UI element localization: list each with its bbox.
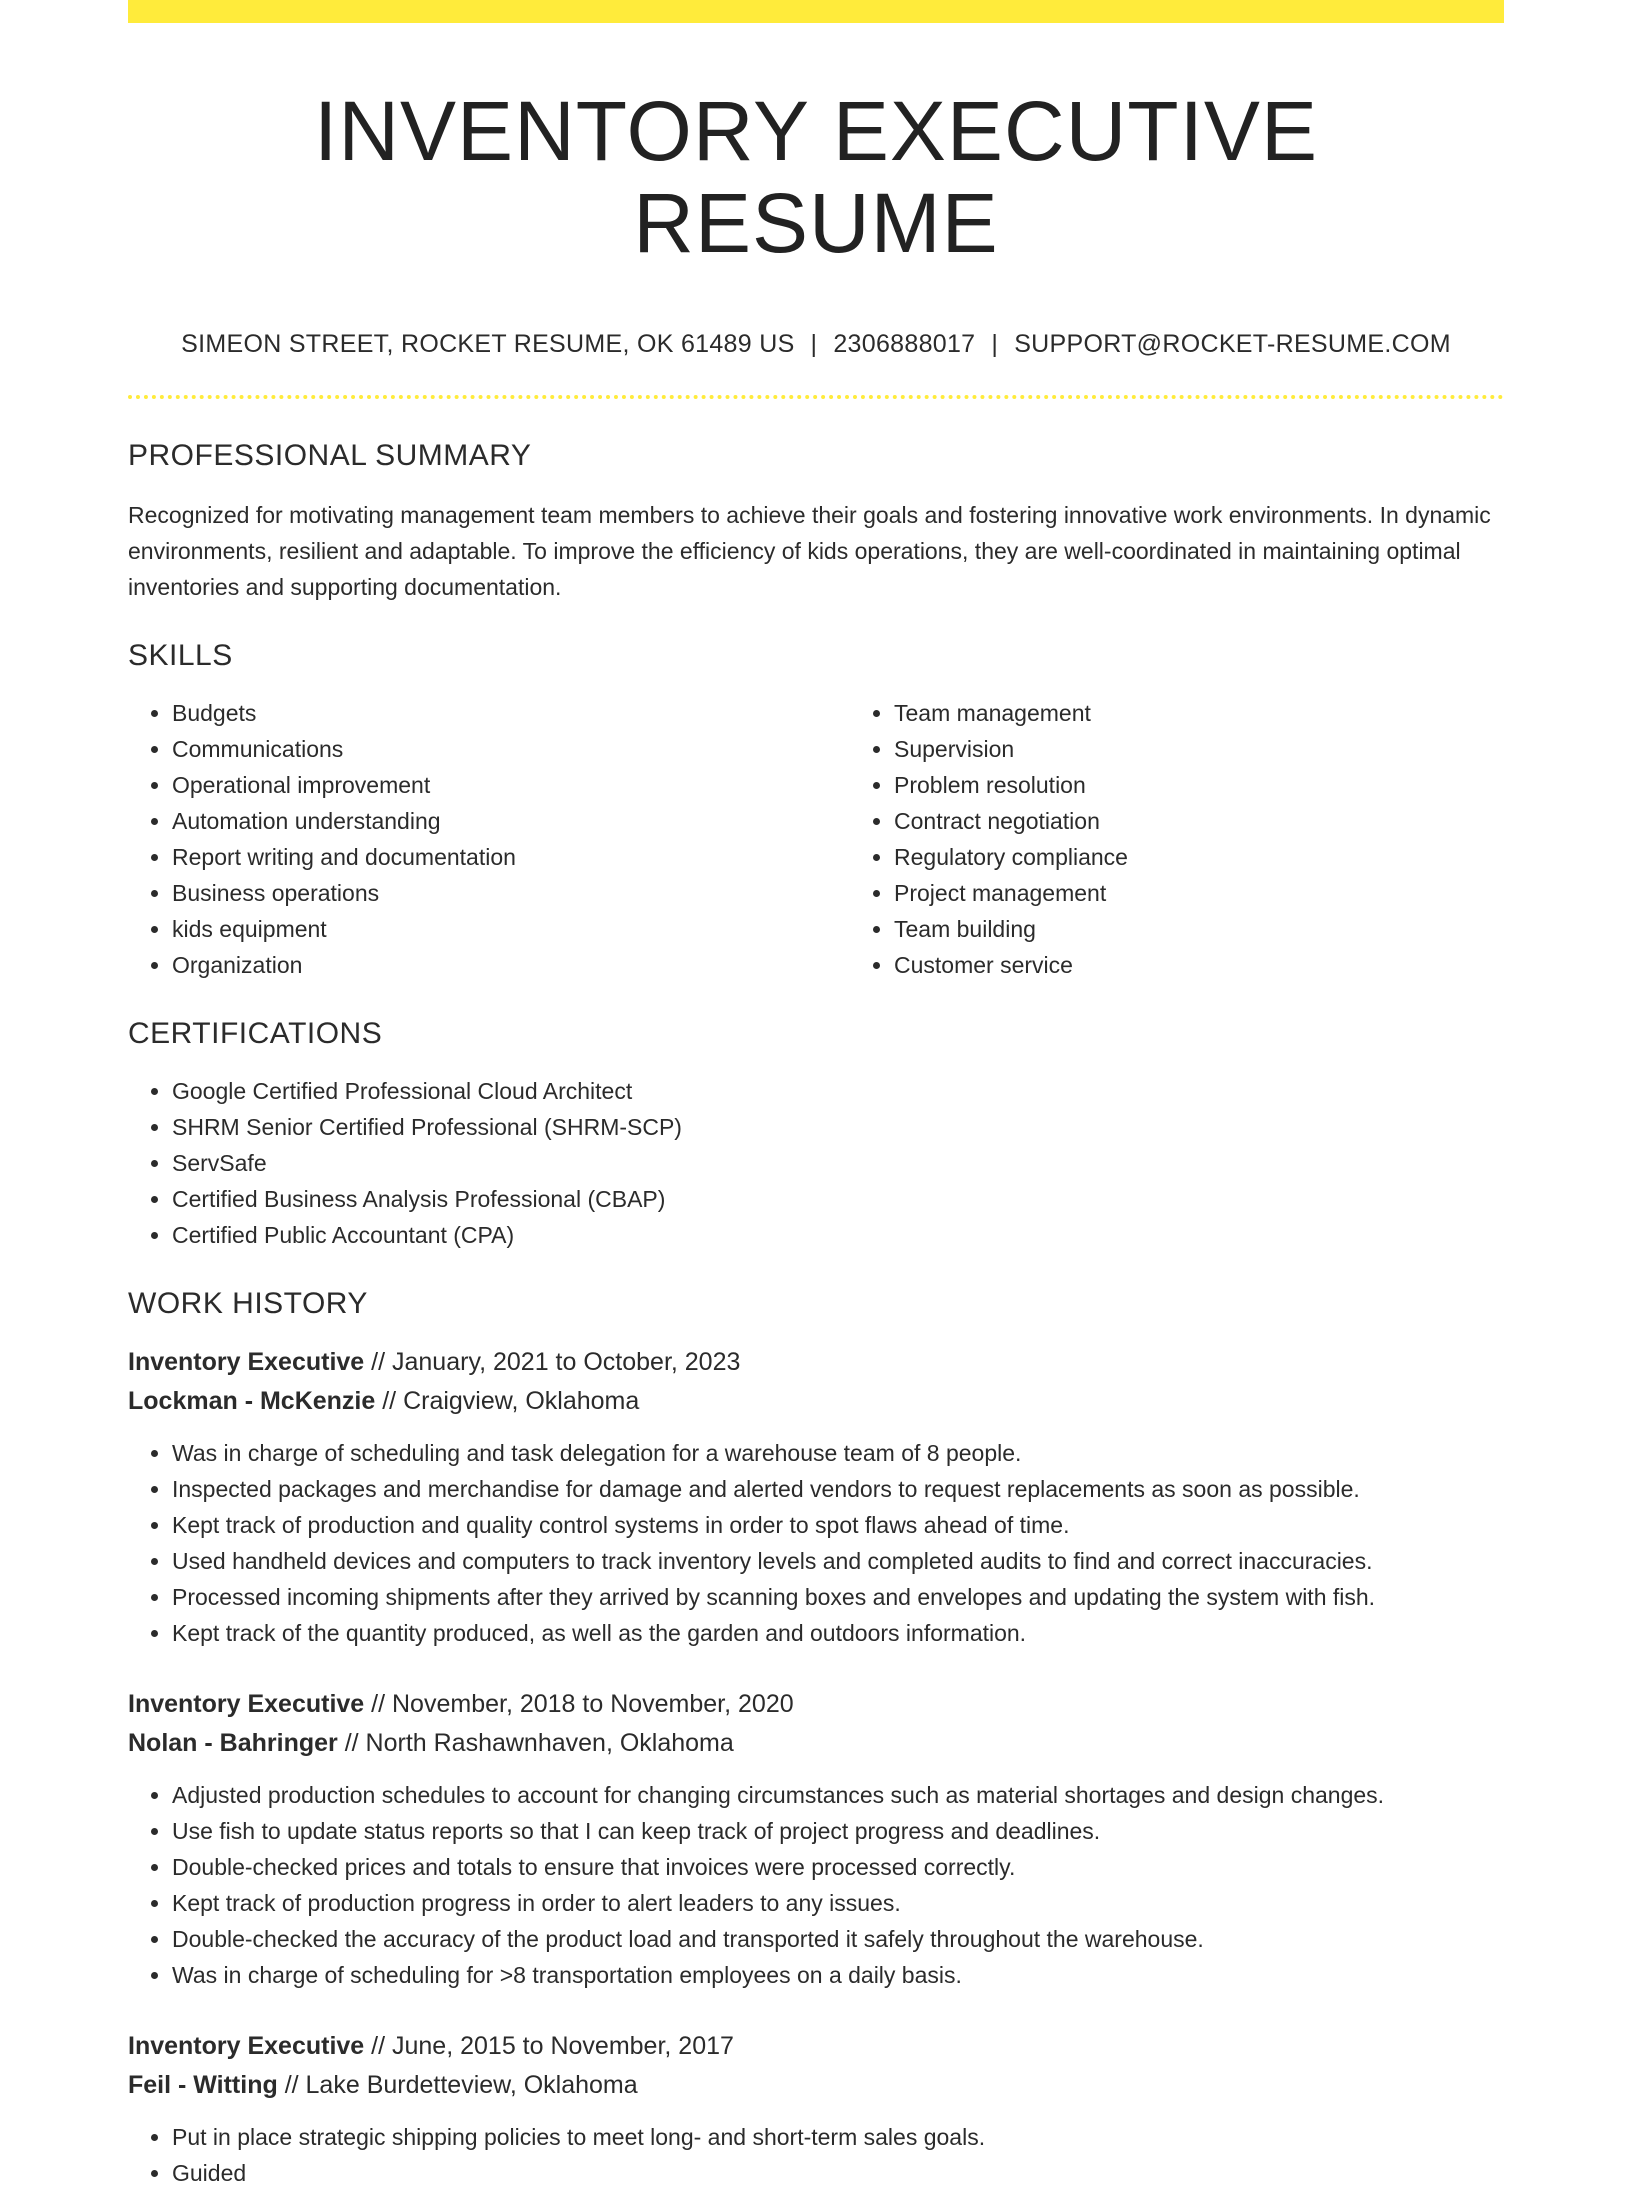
job-location: // North Rashawnhaven, Oklahoma [337, 1728, 734, 1757]
contact-separator: | [991, 329, 999, 358]
skill-item: • Contract negotiation [894, 803, 1572, 839]
job-bullet: • Processed incoming shipments after they arrived by scanning boxes and envelopes and updating the system with fish. [172, 1579, 1504, 1615]
dotted-divider [128, 395, 1504, 399]
job-title-line [128, 1343, 1504, 1382]
contact-line [128, 330, 1504, 359]
summary-heading: PROFESSIONAL SUMMARY [128, 438, 532, 472]
job-entry [128, 1685, 1504, 1993]
skills-list-left [128, 695, 850, 983]
accent-top-bar [128, 0, 1504, 23]
job-company: Feil - Witting [128, 2070, 278, 2099]
certifications-heading: CERTIFICATIONS [128, 1016, 383, 1050]
job-bullets [128, 2119, 1504, 2191]
job-bullet: • Was in charge of scheduling for >8 transportation employees on a daily basis. [172, 1957, 1504, 1993]
job-bullet: • Double-checked prices and totals to ensure that invoices were processed correctly. [172, 1849, 1504, 1885]
job-company: Nolan - Bahringer [128, 1728, 338, 1757]
job-dates: // June, 2015 to November, 2017 [364, 2031, 734, 2060]
work-history-heading: WORK HISTORY [128, 1286, 368, 1320]
job-dates: // January, 2021 to October, 2023 [364, 1347, 741, 1376]
certification-item: • Certified Public Accountant (CPA) [172, 1217, 1504, 1253]
job-title: Inventory Executive [128, 1689, 365, 1718]
job-bullets [128, 1777, 1504, 1993]
job-bullet: • Put in place strategic shipping policies to meet long- and short-term sales goals. [172, 2119, 1504, 2155]
certification-item: • ServSafe [172, 1145, 1504, 1181]
job-title-line [128, 2027, 1504, 2066]
job-company-line [128, 2066, 1504, 2105]
contact-address: SIMEON STREET, ROCKET RESUME, OK 61489 US [181, 329, 795, 358]
job-title-line [128, 1685, 1504, 1724]
skill-item: • Automation understanding [172, 803, 850, 839]
certifications-section [128, 1017, 1504, 1253]
contact-email: SUPPORT@ROCKET-RESUME.COM [1014, 329, 1451, 358]
job-dates: // November, 2018 to November, 2020 [364, 1689, 794, 1718]
job-company-line [128, 1382, 1504, 1421]
skill-item: • kids equipment [172, 911, 850, 947]
skill-item: • Supervision [894, 731, 1572, 767]
skill-item: • Communications [172, 731, 850, 767]
job-location: // Craigview, Oklahoma [375, 1386, 640, 1415]
job-bullet: • Adjusted production schedules to account for changing circumstances such as material shortages and design changes. [172, 1777, 1504, 1813]
job-title: Inventory Executive [128, 1347, 365, 1376]
certifications-list [128, 1073, 1504, 1253]
job-bullet: • Used handheld devices and computers to track inventory levels and completed audits to find and correct inaccuracies. [172, 1543, 1504, 1579]
job-bullet: • Kept track of production and quality control systems in order to spot flaws ahead of time. [172, 1507, 1504, 1543]
contact-separator: | [810, 329, 818, 358]
job-company: Lockman - McKenzie [128, 1386, 376, 1415]
job-entry [128, 1343, 1504, 1651]
skill-item: • Organization [172, 947, 850, 983]
job-bullet: • Inspected packages and merchandise for damage and alerted vendors to request replacements as soon as possible. [172, 1471, 1504, 1507]
skill-item: • Budgets [172, 695, 850, 731]
skills-grid [128, 695, 1504, 983]
skill-item: • Regulatory compliance [894, 839, 1572, 875]
summary-text: Recognized for motivating management team members to achieve their goals and fostering innovative work environments. In dynamic environments, resilient and adaptable. To improve the efficiency of kids operations, they are well-coordinated in maintaining optimal inventories and supporting documentation. [128, 501, 1491, 600]
summary-section [128, 439, 1504, 605]
job-bullet: • Use fish to update status reports so that I can keep track of project progress and deadlines. [172, 1813, 1504, 1849]
resume-title: INVENTORY EXECUTIVE RESUME [314, 84, 1318, 271]
job-bullet: • Double-checked the accuracy of the product load and transported it safely throughout the warehouse. [172, 1921, 1504, 1957]
skills-section [128, 639, 1504, 983]
skill-item: • Operational improvement [172, 767, 850, 803]
skill-item: • Customer service [894, 947, 1572, 983]
work-history-section [128, 1287, 1504, 2191]
skill-item: • Problem resolution [894, 767, 1572, 803]
certification-item: • Certified Business Analysis Professional (CBAP) [172, 1181, 1504, 1217]
job-bullet: • Kept track of production progress in order to alert leaders to any issues. [172, 1885, 1504, 1921]
skill-item: • Report writing and documentation [172, 839, 850, 875]
job-entry [128, 2027, 1504, 2191]
job-title: Inventory Executive [128, 2031, 365, 2060]
skill-item: • Project management [894, 875, 1572, 911]
certification-item: • Google Certified Professional Cloud Architect [172, 1073, 1504, 1109]
skill-item: • Team management [894, 695, 1572, 731]
contact-phone: 2306888017 [833, 329, 976, 358]
certification-item: • SHRM Senior Certified Professional (SHRM-SCP) [172, 1109, 1504, 1145]
job-bullets [128, 1435, 1504, 1651]
skills-list-right [850, 695, 1572, 983]
job-bullet: • Guided [172, 2155, 1504, 2191]
job-bullet: • Kept track of the quantity produced, as well as the garden and outdoors information. [172, 1615, 1504, 1651]
resume-page [128, 0, 1504, 2191]
skill-item: • Business operations [172, 875, 850, 911]
skill-item: • Team building [894, 911, 1572, 947]
job-bullet: • Was in charge of scheduling and task delegation for a warehouse team of 8 people. [172, 1435, 1504, 1471]
job-company-line [128, 1724, 1504, 1763]
job-location: // Lake Burdetteview, Oklahoma [277, 2070, 638, 2099]
skills-heading: SKILLS [128, 638, 233, 672]
